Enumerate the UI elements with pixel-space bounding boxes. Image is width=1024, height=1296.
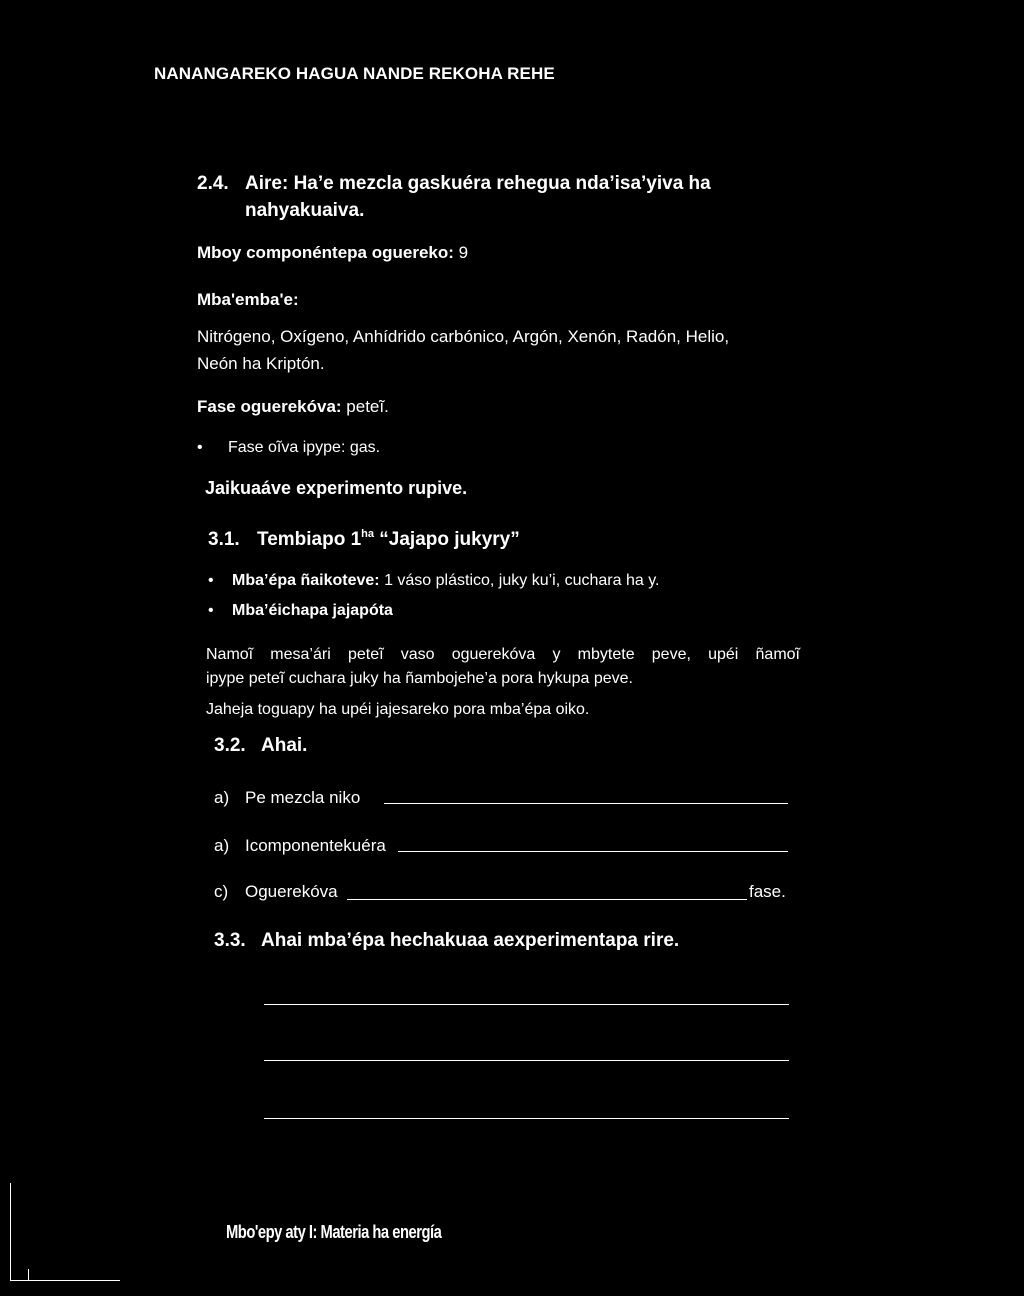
- title-sup: ha: [361, 528, 375, 540]
- phases-row: [197, 397, 389, 417]
- bullet-icon: •: [208, 572, 214, 589]
- procedure-line-1: Namoĩ mesa’ári peteĩ vaso oguerekóva y mbytete peve, upéi ñamoĩ: [206, 646, 800, 663]
- bullet-icon: •: [208, 602, 214, 619]
- corner-mark-vertical: [10, 1183, 11, 1281]
- procedure-label: Mba’éichapa jajapóta: [232, 602, 393, 619]
- answer-line-b[interactable]: [398, 851, 788, 852]
- section-3-1-title: [208, 528, 520, 551]
- answer-line-a[interactable]: [384, 803, 788, 804]
- answer-item-a: [214, 788, 360, 808]
- components-label: Mboy componéntepa oguereko:: [197, 243, 454, 262]
- answer-line-2[interactable]: [264, 1060, 789, 1061]
- section-3-3-title: [214, 930, 679, 952]
- phases-label: Fase oguerekóva:: [197, 397, 342, 416]
- materials-value: 1 váso plástico, juky ku’i, cuchara ha y.: [384, 572, 660, 589]
- experiment-heading: Jaikuaáve experimento rupive.: [205, 478, 468, 498]
- which-line-2: Neón ha Kriptón.: [197, 354, 325, 373]
- materials-label: Mba’épa ñaikoteve:: [232, 572, 380, 589]
- materials-bullet: [208, 572, 659, 590]
- title-pre: Tembiapo 1: [257, 529, 362, 550]
- item-letter: a): [214, 836, 230, 855]
- item-text: Pe mezcla niko: [245, 788, 361, 807]
- title-post: “Jajapo jukyry”: [379, 529, 520, 550]
- answer-line-3[interactable]: [264, 1118, 789, 1119]
- section-number: 3.2.: [214, 735, 246, 756]
- page-header: NANANGAREKO HAGUA NANDE REKOHA REHE: [154, 64, 555, 83]
- phase-type-text: Fase oĩva ipype: gas.: [228, 439, 381, 456]
- answer-item-c: [214, 882, 338, 902]
- which-label: Mba'emba'e:: [197, 290, 299, 309]
- corner-tick: [28, 1269, 29, 1281]
- procedure-bullet: [208, 602, 393, 620]
- section-3-2-title: [214, 735, 307, 757]
- section-number: 3.3.: [214, 930, 246, 951]
- item-text: Icomponentekuéra: [245, 836, 386, 855]
- phases-value: peteĩ.: [346, 397, 389, 416]
- procedure-line-3: Jaheja toguapy ha upéi jajesareko pora mba’épa oiko.: [206, 701, 590, 718]
- page-footer: Mbo'epy aty I: Materia ha energía: [226, 1222, 442, 1242]
- title-line-1: Aire: Ha’e mezcla gaskuéra rehegua nda’isa’yiva ha: [245, 173, 711, 194]
- title-line-2: nahyakuaiva.: [245, 200, 365, 221]
- item-letter: a): [214, 788, 230, 807]
- section-number: 3.1.: [208, 529, 240, 550]
- answer-line-c[interactable]: [347, 899, 747, 900]
- procedure-line-2: ipype peteĩ cuchara juky ha ñambojehe’a pora hykupa peve.: [206, 670, 633, 687]
- section-number: 2.4.: [197, 173, 229, 194]
- components-value: 9: [458, 243, 469, 262]
- components-row: [197, 243, 468, 263]
- section-2-4-title: [197, 173, 711, 195]
- corner-mark-horizontal: [10, 1280, 120, 1281]
- title: Ahai.: [261, 735, 308, 756]
- which-line-1: Nitrógeno, Oxígeno, Anhídrido carbónico, Argón, Xenón, Radón, Helio,: [197, 327, 730, 346]
- phase-type-bullet: [197, 439, 380, 457]
- answer-item-b: [214, 836, 386, 856]
- bullet-icon: •: [197, 439, 203, 456]
- item-letter: c): [214, 882, 229, 901]
- title: Ahai mba’épa hechakuaa aexperimentapa rire.: [261, 930, 680, 951]
- item-text: Oguerekóva: [245, 882, 338, 901]
- answer-line-1[interactable]: [264, 1004, 789, 1005]
- item-suffix: fase.: [749, 882, 786, 901]
